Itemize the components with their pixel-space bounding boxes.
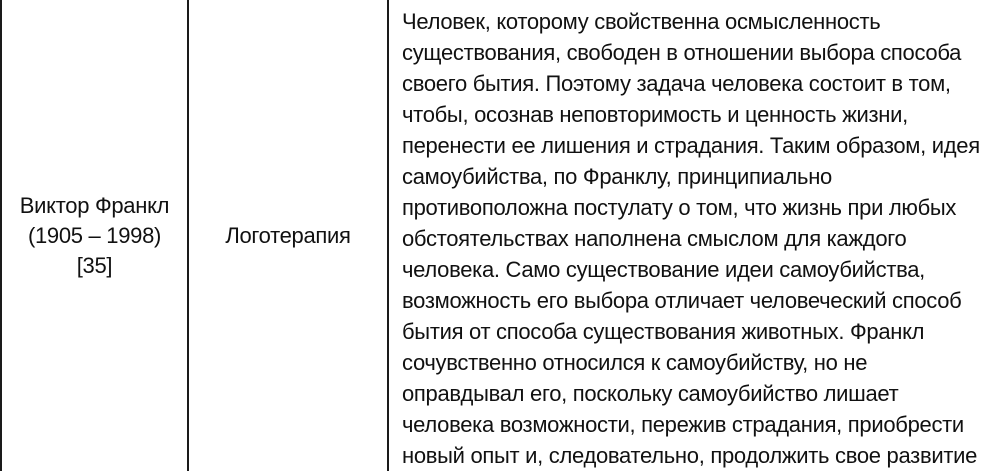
description-line: новый опыт и, следовательно, продолжить свое развитие [402,443,978,468]
theory-name: Логотерапия [225,222,351,248]
description-line: возможность его выбора отличает человеческий способ [402,288,962,313]
description-line: существования, свободен в отношении выбора способа [402,40,962,65]
author-cell [1,0,188,471]
description-line: оправдывал его, поскольку самоубийство лишает [402,381,899,406]
description-line: человека возможности, пережив страдания, приобрести [402,412,964,437]
description-line: самоубийства, по Франклу, принципиально [402,164,832,189]
description-line: обстоятельствах наполнена смыслом для каждого [402,226,907,251]
description-line: бытия от способа существования животных. Франкл [402,319,925,344]
author-name: Виктор Франкл [19,192,170,218]
description-line: сочувственно относился к самоубийству, но не [402,350,868,375]
description-cell [388,0,1000,471]
author-reference: [35] [76,252,113,278]
description-line: человека. Само существование идеи самоубийства, [402,257,925,282]
table-row [1,0,1000,471]
theory-cell [188,0,388,471]
description-line: противоположна постулату о том, что жизнь при любых [402,195,957,220]
description-line: своего бытия. Поэтому задача человека состоит в том, [402,71,951,96]
description-line: Человек, которому свойственна осмысленность [402,9,881,34]
description-line: чтобы, осознав неповторимость и ценность жизни, [402,102,908,127]
description-line: перенести ее лишения и страдания. Таким образом, идея [402,133,980,158]
author-years: (1905 – 1998) [27,222,162,248]
